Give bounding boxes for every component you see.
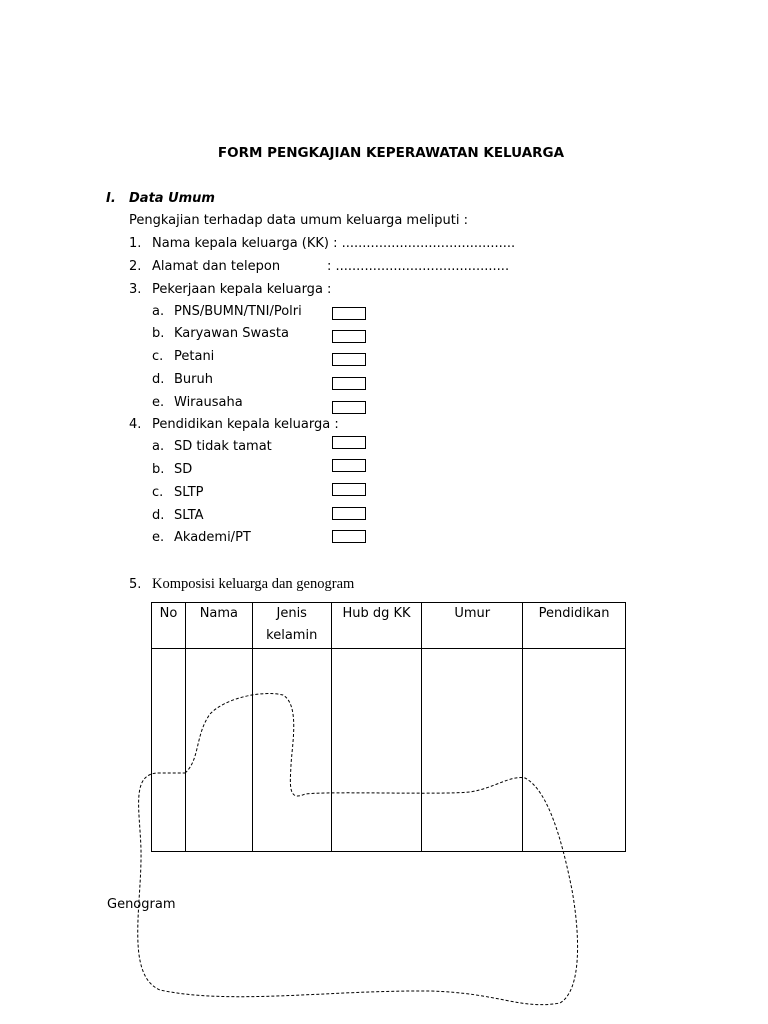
field-head-of-family-name: Nama kepala keluarga (KK) : .......................................... bbox=[152, 236, 516, 251]
family-composition-label: Komposisi keluarga dan genogram bbox=[152, 576, 355, 592]
item-number: 2. bbox=[129, 259, 142, 274]
option-letter: b. bbox=[152, 326, 165, 341]
occupation-option-label: Petani bbox=[174, 349, 215, 364]
option-letter: e. bbox=[152, 530, 165, 545]
occupation-option-label: PNS/BUMN/TNI/Polri bbox=[174, 304, 302, 319]
occupation-option-label: Wirausaha bbox=[174, 395, 243, 410]
option-letter: b. bbox=[152, 462, 165, 477]
option-letter: d. bbox=[152, 372, 165, 387]
genogram-label: Genogram bbox=[107, 897, 176, 912]
column-header-no: No bbox=[152, 603, 186, 649]
education-option-label: SD bbox=[174, 462, 193, 477]
form-title: FORM PENGKAJIAN KEPERAWATAN KELUARGA bbox=[217, 145, 565, 161]
occupation-option-label: Karyawan Swasta bbox=[174, 326, 289, 341]
item-number: 4. bbox=[129, 417, 142, 432]
section-number: I. bbox=[106, 191, 116, 206]
option-letter: c. bbox=[152, 349, 164, 364]
option-letter: a. bbox=[152, 439, 165, 454]
column-header-relationship: Hub dg KK bbox=[331, 603, 422, 649]
education-option-label: SLTP bbox=[174, 485, 204, 500]
item-number: 5. bbox=[129, 577, 142, 592]
column-header-gender-line2: kelamin bbox=[266, 628, 318, 643]
item-number: 3. bbox=[129, 282, 142, 297]
column-header-name: Nama bbox=[185, 603, 252, 649]
column-header-age: Umur bbox=[422, 603, 523, 649]
field-address-phone-label: Alamat dan telepon bbox=[152, 259, 281, 274]
column-header-education: Pendidikan bbox=[523, 603, 626, 649]
option-letter: a. bbox=[152, 304, 165, 319]
option-letter: c. bbox=[152, 485, 164, 500]
option-letter: e. bbox=[152, 395, 165, 410]
education-label: Pendidikan kepala keluarga : bbox=[152, 417, 339, 432]
occupation-label: Pekerjaan kepala keluarga : bbox=[152, 282, 332, 297]
section-title: Data Umum bbox=[129, 191, 215, 206]
item-number: 1. bbox=[129, 236, 142, 251]
occupation-option-label: Buruh bbox=[174, 372, 213, 387]
option-letter: d. bbox=[152, 508, 165, 523]
education-option-label: SD tidak tamat bbox=[174, 439, 272, 454]
intro-text: Pengkajian terhadap data umum keluarga meliputi : bbox=[129, 213, 469, 228]
column-header-gender-line1: Jenis bbox=[276, 606, 307, 621]
field-address-phone-blank: : .......................................... bbox=[327, 259, 510, 274]
education-option-label: SLTA bbox=[174, 508, 204, 523]
education-option-label: Akademi/PT bbox=[174, 530, 251, 545]
